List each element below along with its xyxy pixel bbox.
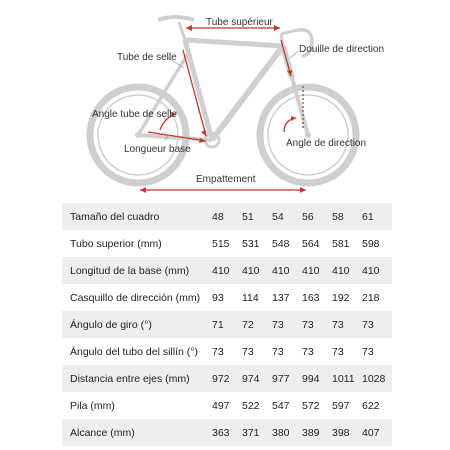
wheelbase-label: Empattement bbox=[196, 174, 256, 185]
row-label: Longitud de la base (mm) bbox=[62, 257, 212, 284]
row-label: Ángulo de giro (°) bbox=[62, 311, 212, 338]
table-cell: 398 bbox=[332, 419, 362, 446]
seat-angle-label: Angle tube de selle bbox=[92, 109, 178, 120]
table-cell: 410 bbox=[362, 257, 392, 284]
table-cell: 974 bbox=[242, 365, 272, 392]
table-cell: 407 bbox=[362, 419, 392, 446]
table-cell: 192 bbox=[332, 291, 350, 304]
table-cell: 497 bbox=[212, 399, 230, 412]
table-cell: 581 bbox=[332, 237, 350, 250]
table-cell: 1028 bbox=[362, 365, 392, 392]
row-label: Distancia entre ejes (mm) bbox=[62, 365, 212, 392]
table-cell: 380 bbox=[272, 419, 302, 446]
table-cell: 163 bbox=[302, 291, 320, 304]
row-label: Ángulo del tubo del sillín (°) bbox=[70, 345, 198, 358]
table-row bbox=[62, 311, 392, 338]
table-row bbox=[62, 365, 392, 392]
table-cell: 410 bbox=[272, 257, 302, 284]
row-label: Casquillo de dirección (mm) bbox=[70, 291, 201, 304]
geometry-table bbox=[62, 203, 392, 446]
row-label: Alcance (mm) bbox=[62, 419, 212, 446]
table-cell: 410 bbox=[332, 257, 362, 284]
table-cell: 73 bbox=[242, 345, 254, 358]
table-cell: 371 bbox=[242, 419, 272, 446]
table-cell: 73 bbox=[302, 345, 314, 358]
table-cell: 73 bbox=[332, 311, 362, 338]
table-cell: 73 bbox=[362, 311, 392, 338]
table-cell: 61 bbox=[362, 203, 392, 230]
table-cell: 515 bbox=[212, 237, 230, 250]
table-cell: 73 bbox=[332, 345, 344, 358]
seat-tube-label: Tube de selle bbox=[117, 52, 177, 63]
table-row bbox=[62, 392, 392, 419]
table-row bbox=[62, 284, 392, 311]
table-cell: 597 bbox=[332, 399, 350, 412]
table-row bbox=[62, 230, 392, 257]
table-cell: 531 bbox=[242, 237, 260, 250]
table-cell: 972 bbox=[212, 365, 242, 392]
table-cell: 73 bbox=[272, 311, 302, 338]
table-cell: 72 bbox=[242, 311, 272, 338]
bike-geometry-diagram bbox=[0, 0, 450, 200]
table-cell: 73 bbox=[302, 311, 332, 338]
table-cell: 218 bbox=[362, 291, 380, 304]
table-cell: 58 bbox=[332, 203, 362, 230]
table-cell: 73 bbox=[272, 345, 284, 358]
table-cell: 389 bbox=[302, 419, 332, 446]
table-cell: 522 bbox=[242, 399, 260, 412]
table-cell: 977 bbox=[272, 365, 302, 392]
head-angle-arc bbox=[284, 116, 296, 132]
table-cell: 572 bbox=[302, 399, 320, 412]
table-cell: 622 bbox=[362, 399, 380, 412]
table-cell: 363 bbox=[212, 419, 242, 446]
table-cell: 56 bbox=[302, 203, 332, 230]
table-cell: 410 bbox=[212, 257, 242, 284]
table-cell: 114 bbox=[242, 291, 259, 304]
table-cell: 71 bbox=[212, 311, 242, 338]
table-cell: 137 bbox=[272, 291, 290, 304]
table-row bbox=[62, 257, 392, 284]
head-tube-label: Douille de direction bbox=[299, 44, 385, 55]
table-cell: 73 bbox=[212, 345, 224, 358]
table-cell: 547 bbox=[272, 399, 290, 412]
table-cell: 51 bbox=[242, 203, 272, 230]
table-cell: 73 bbox=[362, 345, 374, 358]
table-row bbox=[62, 419, 392, 446]
wheelbase-arrow bbox=[140, 187, 306, 193]
table-cell: 598 bbox=[362, 237, 380, 250]
top-tube-label: Tube supérieur bbox=[206, 17, 273, 28]
table-cell: 564 bbox=[302, 237, 320, 250]
chainstay-label: Longueur base bbox=[124, 144, 191, 155]
table-cell: 548 bbox=[272, 237, 290, 250]
table-cell: 410 bbox=[302, 257, 332, 284]
table-row bbox=[62, 338, 392, 365]
table-row bbox=[62, 203, 392, 230]
table-cell: 994 bbox=[302, 365, 332, 392]
row-label: Tamaño del cuadro bbox=[62, 203, 212, 230]
table-cell: 48 bbox=[212, 203, 242, 230]
row-label: Tubo superior (mm) bbox=[70, 237, 162, 250]
head-angle-label: Angle de direction bbox=[286, 138, 367, 149]
table-cell: 410 bbox=[242, 257, 272, 284]
table-cell: 1011 bbox=[332, 365, 362, 392]
table-cell: 54 bbox=[272, 203, 302, 230]
bike-frame bbox=[138, 17, 312, 147]
row-label: Pila (mm) bbox=[70, 399, 115, 412]
table-cell: 93 bbox=[212, 291, 224, 304]
